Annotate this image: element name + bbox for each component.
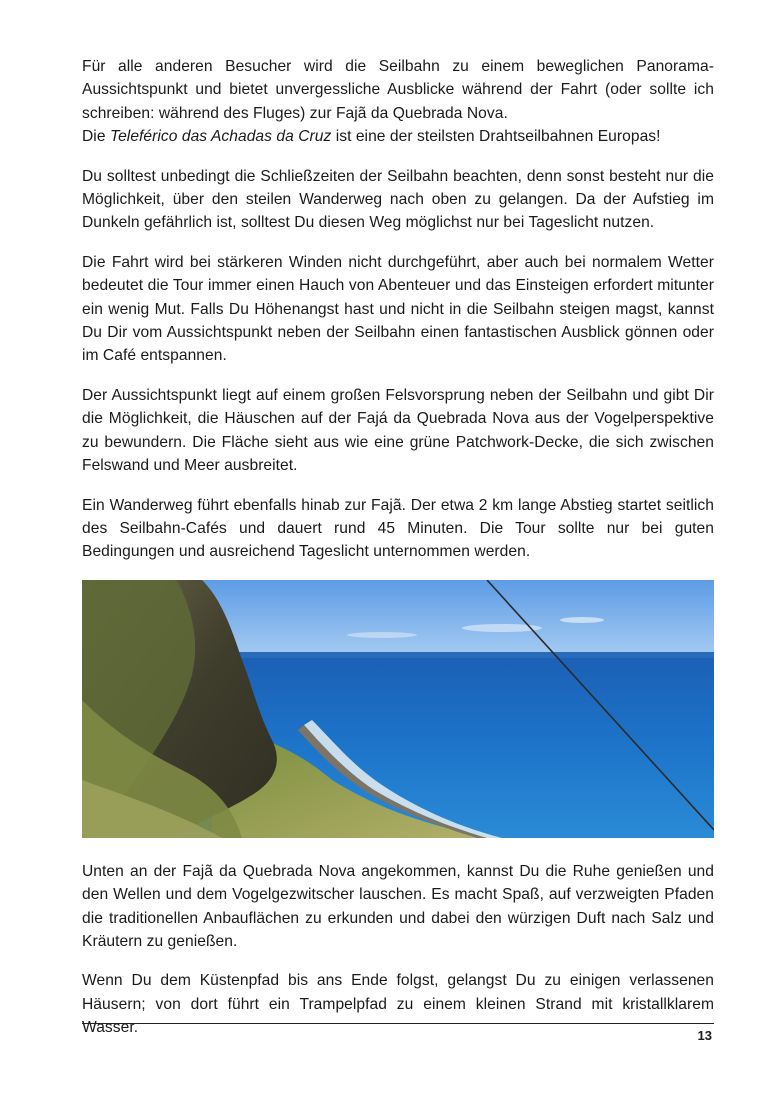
paragraph-5: Ein Wanderweg führt ebenfalls hinab zur Fajã. Der etwa 2 km lange Abstieg startet seitlich des Seilbahn-Cafés und dauert rund 45 Minuten. Die Tour sollte nur bei guten Bedingungen und ausreichend Tageslicht unternommen werden. [82,496,714,561]
paragraph-4: Der Aussichtspunkt liegt auf einem großen Felsvorsprung neben der Seilbahn und gibt Dir die Möglichkeit, die Häuschen auf der Fajá da Quebrada Nova aus der Vogelperspektive zu bewundern. Die Fläche sieht aus wie eine grüne Patchwork-Decke, die sich zwischen Felswand und Meer ausbreitet. [82,386,714,475]
page-number: 13 [697,1028,712,1043]
paragraph-1 [82,55,714,149]
paragraph-7: Wenn Du dem Küstenpfad bis ans Ende folgst, gelangst Du zu einigen verlassenen Häusern; von dort führt ein Trampelpfad zu einem kleinen Strand mit kristallklarem Wasser. [82,972,714,1037]
paragraph-1-text: Für alle anderen Besucher wird die Seilbahn zu einem beweglichen Panorama-Aussichtspunkt und bietet unvergessliche Ausblicke während der Fahrt (oder sollte ich schreiben: während des Fluges) zur Fajã da Quebrada Nova. [82,58,714,122]
cable-car-name: Teleférico das Achadas da Cruz [109,128,332,146]
paragraph-6: Unten an der Fajã da Quebrada Nova angekommen, kannst Du die Ruhe genießen und den Wellen und dem Vogelgezwitscher lauschen. Es macht Spaß, auf verzweigten Pfaden die traditionellen Anbauflächen zu erkunden und dabei den würzigen Duft nach Salz und Kräutern zu genießen. [82,862,714,950]
paragraph-2: Du solltest unbedingt die Schließzeiten der Seilbahn beachten, denn sonst besteht nur die Möglichkeit, über den steilen Wanderweg nach oben zu gelangen. Da der Aufstieg im Dunkeln gefährlich ist, solltest Du diesen Weg möglichst nur bei Tageslicht nutzen. [82,167,714,232]
coastline-photo [82,580,714,838]
document-page [82,55,714,1056]
paragraph-1-suffix: ist eine der steilsten Drahtseilbahnen Europas! [331,128,661,146]
paragraph-3: Die Fahrt wird bei stärkeren Winden nicht durchgeführt, aber auch bei normalem Wetter bedeutet die Tour immer einen Hauch von Abenteuer und das Einsteigen erfordert mitunter ein wenig Mut. Falls Du Höhenangst hast und nicht in die Seilbahn steigen magst, kannst Du Dir vom Aussichtspunkt neben der Seilbahn einen fantastischen Ausblick gönnen oder im Café entspannen. [82,253,714,365]
paragraph-1-prefix: Die [82,128,110,146]
footer-divider [82,1023,714,1024]
